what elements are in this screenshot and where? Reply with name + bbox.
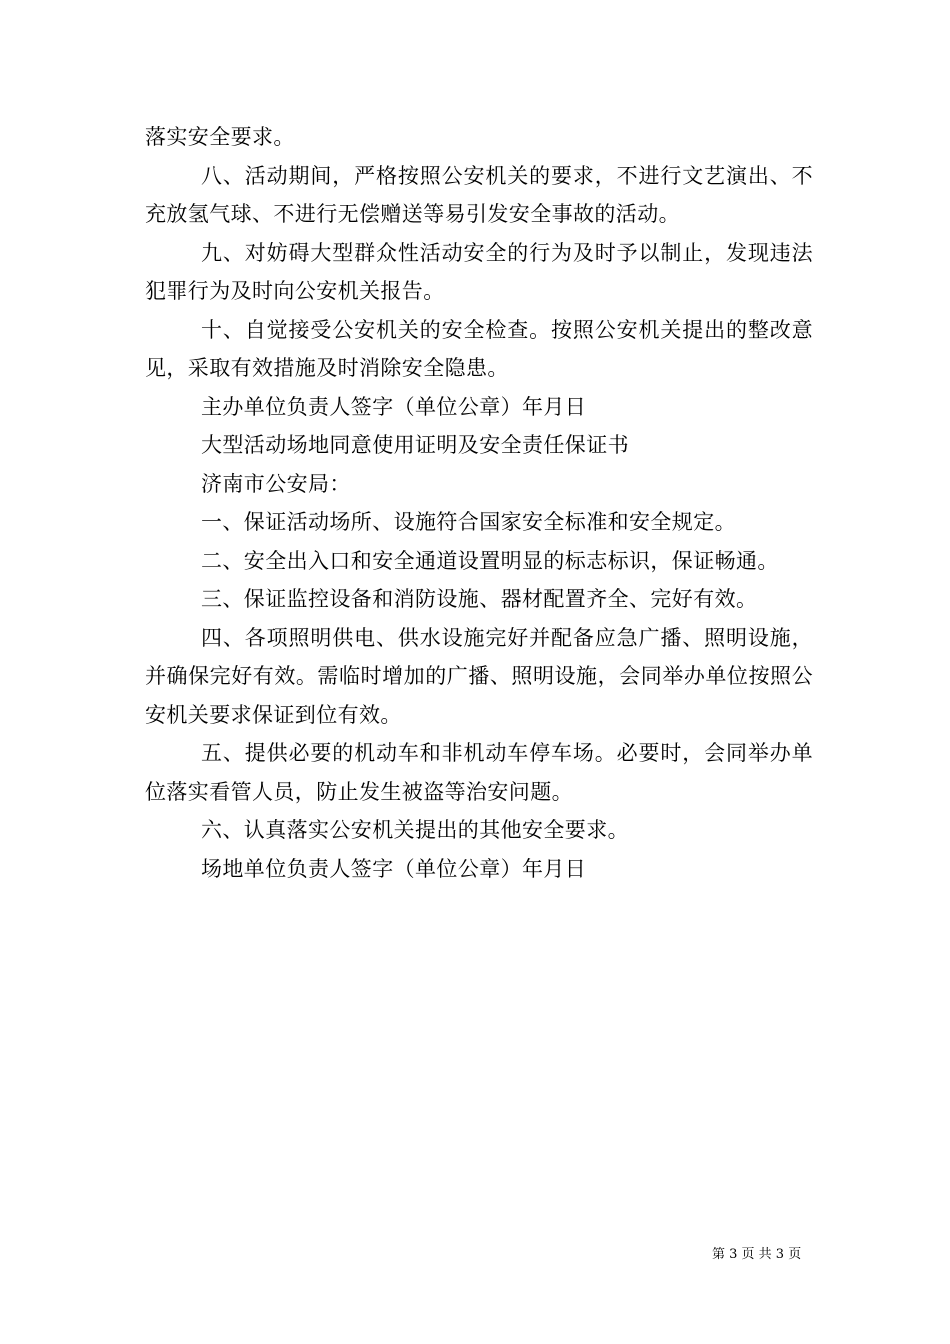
paragraph-item-3: 三、保证监控设备和消防设施、器材配置齐全、完好有效。 xyxy=(201,587,758,611)
addressee: 济南市公安局： xyxy=(201,471,351,496)
paragraph-item-10: 十、自觉接受公安机关的安全检查。按照公安机关提出的整改意见，采取有效措施及时消除安全隐患。 xyxy=(145,317,813,380)
page-number-footer: 第 3 页 共 3 页 xyxy=(712,1247,802,1262)
section-title: 大型活动场地同意使用证明及安全责任保证书 xyxy=(201,433,629,457)
paragraph-item-5: 五、提供必要的机动车和非机动车停车场。必要时，会同举办单位落实看管人员，防止发生被盗等治安问题。 xyxy=(145,741,813,804)
paragraph-continuation: 落实安全要求。 xyxy=(145,125,295,149)
paragraph-item-8: 八、活动期间，严格按照公安机关的要求，不进行文艺演出、不充放氢气球、不进行无偿赠送等易引发安全事故的活动。 xyxy=(145,163,813,226)
paragraph-item-4: 四、各项照明供电、供水设施完好并配备应急广播、照明设施，并确保完好有效。需临时增加的广播、照明设施，会同举办单位按照公安机关要求保证到位有效。 xyxy=(145,625,813,727)
paragraph-item-1: 一、保证活动场所、设施符合国家安全标准和安全规定。 xyxy=(201,510,736,534)
paragraph-item-2: 二、安全出入口和安全通道设置明显的标志标识，保证畅通。 xyxy=(201,548,779,573)
paragraph-item-9: 九、对妨碍大型群众性活动安全的行为及时予以制止，发现违法犯罪行为及时向公安机关报告。 xyxy=(145,240,813,303)
paragraph-item-6: 六、认真落实公安机关提出的其他安全要求。 xyxy=(201,818,629,842)
document-body xyxy=(145,118,813,888)
organizer-signature-line: 主办单位负责人签字（单位公章）年月日 xyxy=(201,394,587,419)
venue-signature-line: 场地单位负责人签字（单位公章）年月日 xyxy=(201,856,587,881)
